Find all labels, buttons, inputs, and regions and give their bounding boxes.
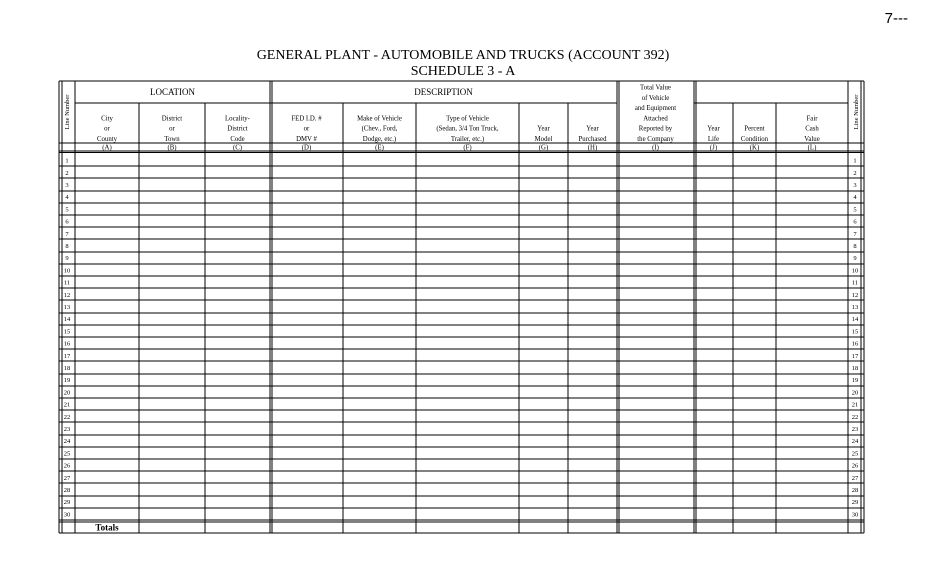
line-number-left: 30 xyxy=(63,511,71,519)
line-number-right: 12 xyxy=(851,291,859,299)
column-letter: (K) xyxy=(749,144,760,152)
line-number-right: 26 xyxy=(851,462,859,470)
column-header-text: City xyxy=(101,115,113,123)
line-number-left: 15 xyxy=(63,328,71,336)
line-number-right: 4 xyxy=(853,194,857,202)
column-header-text: District xyxy=(227,125,248,133)
column-header-text: Reported by xyxy=(638,125,673,133)
column-letter: (J) xyxy=(709,144,718,152)
form-title: GENERAL PLANT - AUTOMOBILE AND TRUCKS (ACCOUNT 392) xyxy=(256,48,670,63)
line-number-right: 2 xyxy=(853,169,857,177)
line-number-right: 16 xyxy=(851,340,859,348)
line-number-right: 19 xyxy=(851,377,859,385)
line-number-left: 1 xyxy=(65,157,69,165)
line-number-right: 27 xyxy=(851,474,859,482)
page-number: 7--- xyxy=(884,10,908,27)
column-header-text: Make of Vehicle xyxy=(357,115,402,123)
line-number-left: 24 xyxy=(63,438,71,446)
line-number-right: 9 xyxy=(853,255,857,263)
line-number-left: 11 xyxy=(63,279,71,287)
line-number-left: 7 xyxy=(65,230,69,238)
line-number-left: 17 xyxy=(63,352,71,360)
line-number-right: 14 xyxy=(851,316,859,324)
column-header-text: Fair xyxy=(806,115,818,123)
column-header-text: Locality- xyxy=(225,115,250,123)
line-number-left: 29 xyxy=(63,499,71,507)
line-number-left: 16 xyxy=(63,340,71,348)
line-number-left: 14 xyxy=(63,316,71,324)
column-letter: (L) xyxy=(807,144,817,152)
column-letter: (F) xyxy=(463,144,472,152)
line-number-header-right: Line Number xyxy=(853,94,860,130)
column-letter: (C) xyxy=(232,144,243,152)
column-header-text: Year xyxy=(707,125,720,133)
line-number-left: 26 xyxy=(63,462,71,470)
line-number-left: 20 xyxy=(63,389,71,397)
column-header-text: Condition xyxy=(740,136,769,143)
column-header-text: the Company xyxy=(637,136,674,143)
column-header-text: Life xyxy=(707,136,720,143)
column-header-text: of Vehicle xyxy=(641,94,670,102)
line-number-right: 20 xyxy=(851,389,859,397)
line-number-left: 9 xyxy=(65,255,69,263)
column-letter: (D) xyxy=(301,144,312,152)
line-number-left: 8 xyxy=(65,243,69,250)
line-number-left: 18 xyxy=(63,365,71,372)
line-number-right: 23 xyxy=(851,426,859,433)
column-header-text: Type of Vehicle xyxy=(446,115,489,123)
group-label-description: DESCRIPTION xyxy=(414,87,473,97)
line-number-left: 4 xyxy=(65,194,69,202)
column-header-text: Dodge, etc.) xyxy=(362,136,397,143)
line-number-left: 25 xyxy=(63,450,71,458)
column-header-text: Trailer, etc.) xyxy=(450,136,485,143)
line-number-left: 12 xyxy=(63,291,71,299)
column-header-text: Cash xyxy=(805,125,819,133)
line-number-left: 23 xyxy=(63,426,71,433)
column-header-text: Value xyxy=(804,136,820,143)
totals-label: Totals xyxy=(95,522,119,533)
line-number-left: 3 xyxy=(65,182,69,189)
line-number-left: 10 xyxy=(63,267,71,275)
line-number-right: 6 xyxy=(853,218,857,226)
column-letter: (A) xyxy=(102,144,112,152)
line-number-right: 8 xyxy=(853,243,857,250)
schedule-label: SCHEDULE 3 - A xyxy=(410,64,516,79)
column-header-text: or xyxy=(303,125,310,133)
column-header-text: FED I.D. # xyxy=(291,115,322,123)
line-number-right: 11 xyxy=(851,279,859,287)
line-number-right: 25 xyxy=(851,450,859,458)
line-number-right: 7 xyxy=(853,230,857,238)
line-number-left: 28 xyxy=(63,487,71,494)
column-header-text: Attached xyxy=(643,115,668,123)
column-letter: (I) xyxy=(652,144,659,152)
column-letter: (H) xyxy=(587,144,598,152)
line-number-right: 30 xyxy=(851,511,859,519)
line-number-left: 19 xyxy=(63,377,71,385)
line-number-right: 10 xyxy=(851,267,859,275)
line-number-left: 22 xyxy=(63,413,71,421)
line-number-left: 27 xyxy=(63,474,71,482)
column-header-text: County xyxy=(96,136,118,143)
line-number-right: 22 xyxy=(851,413,859,421)
line-number-left: 5 xyxy=(65,206,69,214)
line-number-right: 5 xyxy=(853,206,857,214)
line-number-right: 18 xyxy=(851,365,859,372)
line-number-left: 13 xyxy=(63,304,71,311)
column-header-text: Code xyxy=(230,136,245,143)
column-header-text: Model xyxy=(534,136,553,143)
line-number-left: 6 xyxy=(65,218,69,226)
column-letter: (B) xyxy=(167,144,177,152)
column-header-text: DMV # xyxy=(296,136,317,143)
column-header-text: Total Value xyxy=(640,84,671,92)
line-number-right: 24 xyxy=(851,438,859,446)
column-header-text: or xyxy=(104,125,110,133)
line-number-right: 17 xyxy=(851,352,859,360)
line-number-right: 28 xyxy=(851,487,859,494)
column-header-text: Percent xyxy=(744,125,765,133)
column-letter: (G) xyxy=(538,144,549,152)
line-number-left: 21 xyxy=(63,401,71,409)
line-number-right: 21 xyxy=(851,401,859,409)
column-header-text: (Sedan, 3/4 Ton Truck, xyxy=(436,125,499,133)
line-number-left: 2 xyxy=(65,169,69,177)
group-label-location: LOCATION xyxy=(150,87,195,97)
line-number-right: 13 xyxy=(851,304,859,311)
line-number-right: 1 xyxy=(853,157,857,165)
column-header-text: Town xyxy=(164,136,180,143)
column-header-text: Year xyxy=(586,125,599,133)
column-header-text: Purchased xyxy=(578,136,607,143)
column-header-text: Year xyxy=(537,125,550,133)
column-letter: (E) xyxy=(375,144,384,152)
column-header-text: District xyxy=(161,115,183,123)
column-header-text: (Chev., Ford, xyxy=(361,125,398,133)
line-number-right: 3 xyxy=(853,182,857,189)
line-number-right: 15 xyxy=(851,328,859,336)
column-header-text: and Equipment xyxy=(634,105,677,113)
column-header-text: or xyxy=(169,125,175,133)
line-number-header-left: Line Number xyxy=(64,94,71,130)
line-number-right: 29 xyxy=(851,499,859,507)
